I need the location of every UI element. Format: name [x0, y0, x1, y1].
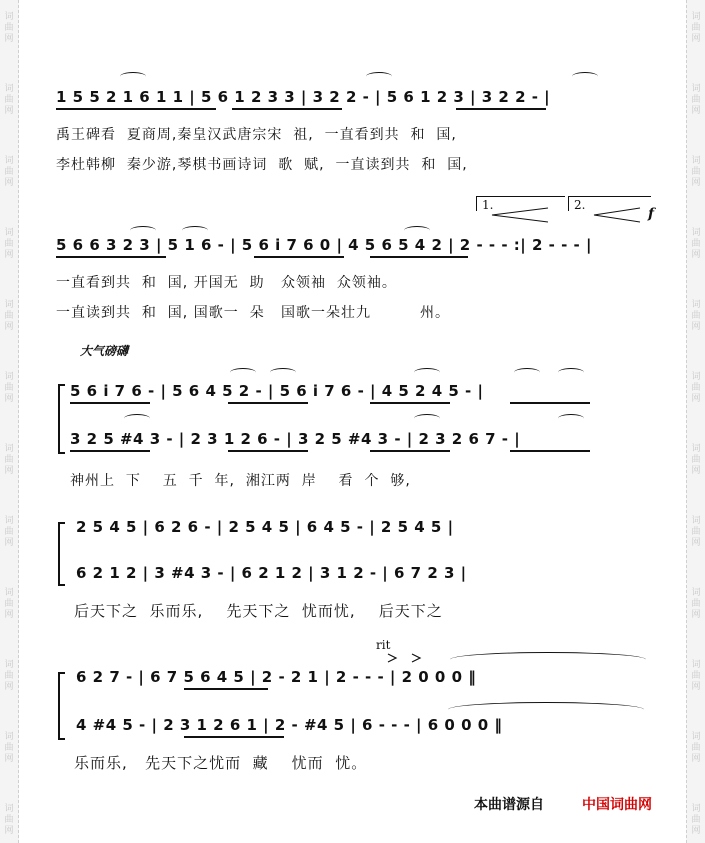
underline	[70, 450, 150, 452]
ritardando-marking: rit	[376, 638, 391, 652]
watermark-text: 词 曲 网	[691, 588, 701, 620]
underline	[184, 688, 268, 690]
underline	[254, 256, 344, 258]
underline	[510, 402, 590, 404]
underline	[232, 108, 342, 110]
underline	[56, 108, 216, 110]
source-label: 本曲谱源自	[474, 797, 544, 813]
volta-1-label: 1.	[482, 198, 494, 212]
underline	[510, 450, 590, 452]
system-5-upper-notes: 6 2 7 - | 6 7 5 6 4 5 | 2 - 2 1 | 2 - - - | 2 0 0 0 ‖	[76, 668, 477, 686]
dynamic-forte: f	[648, 206, 655, 222]
watermark-text: 词 曲 网	[691, 804, 701, 836]
staff-brace	[58, 384, 65, 454]
staff-brace	[58, 672, 65, 740]
slur	[124, 414, 150, 423]
slur	[366, 72, 392, 81]
slur	[120, 72, 146, 81]
underline	[370, 402, 450, 404]
watermark-text: 词 曲 网	[691, 660, 701, 692]
underline	[228, 402, 308, 404]
system-3-lyric: 神州上 下 五 千 年, 湘江两 岸 看 个 够,	[70, 473, 411, 489]
watermark-text: 词 曲 网	[691, 12, 701, 44]
watermark-text: 词 曲 网	[4, 732, 14, 764]
watermark-text: 词 曲 网	[691, 444, 701, 476]
accent-marks	[386, 652, 426, 664]
system-2-notes: 5 6 6 3 2 3 | 5 1 6 - | 5 6 i 7 6 0 | 4 5 6 5 4 2 | 2 - - - :| 2 - - - |	[56, 236, 592, 254]
underline	[370, 256, 468, 258]
system-5-lower-notes: 4 #4 5 - | 2 3 1 2 6 1 | 2 - #4 5 | 6 - - - | 6 0 0 0 ‖	[76, 716, 503, 734]
watermark-text: 词 曲 网	[4, 804, 14, 836]
slur	[414, 368, 440, 377]
watermark-text: 词 曲 网	[691, 372, 701, 404]
watermark-text: 词 曲 网	[4, 588, 14, 620]
watermark-text: 词 曲 网	[4, 228, 14, 260]
crescendo-hairpin	[592, 206, 642, 224]
slur	[572, 72, 598, 81]
system-4-lyric: 后天下之 乐而乐, 先天下之 忧而忧, 后天下之	[74, 602, 443, 620]
system-4-upper-notes: 2 5 4 5 | 6 2 6 - | 2 5 4 5 | 6 4 5 - | 2 5 4 5 |	[76, 518, 454, 536]
underline	[70, 402, 150, 404]
system-1-notes: 1 5 5 2 1 6 1 1 | 5 6 1 2 3 3 | 3 2 2 - | 5 6 1 2 3 | 3 2 2 - |	[56, 88, 551, 106]
watermark-text: 词 曲 网	[691, 516, 701, 548]
system-4-lower-notes: 6 2 1 2 | 3 #4 3 - | 6 2 1 2 | 3 1 2 - | 6 7 2 3 |	[76, 564, 467, 582]
watermark-text: 词 曲 网	[691, 300, 701, 332]
underline	[56, 256, 166, 258]
slur	[230, 368, 256, 377]
right-watermark-strip	[686, 0, 705, 843]
watermark-text: 词 曲 网	[4, 12, 14, 44]
volta-2-label: 2.	[574, 198, 586, 212]
slur	[130, 226, 156, 235]
system-3-lower-notes: 3 2 5 #4 3 - | 2 3 1 2 6 - | 3 2 5 #4 3 - | 2 3 2 6 7 - |	[70, 430, 521, 448]
slur	[514, 368, 540, 377]
underline	[184, 736, 284, 738]
watermark-text: 词 曲 网	[691, 84, 701, 116]
slur	[404, 226, 430, 235]
system-2-lyric-verse-2: 一直读到共 和 国, 国歌一 朵 国歌一朵壮九 州。	[56, 305, 451, 321]
crescendo-hairpin	[490, 206, 550, 224]
watermark-text: 词 曲 网	[691, 228, 701, 260]
underline	[370, 450, 450, 452]
left-watermark-strip	[0, 0, 19, 843]
slur	[270, 368, 296, 377]
slur	[450, 652, 646, 667]
tempo-marking: 大气磅礴	[80, 344, 129, 358]
system-5-lyric: 乐而乐, 先天下之忧而 藏 忧而 忧。	[74, 754, 368, 772]
watermark-text: 词 曲 网	[4, 84, 14, 116]
system-1-lyric-verse-1: 禹王碑看 夏商周,秦皇汉武唐宗宋 祖, 一直看到共 和 国,	[56, 127, 457, 143]
site-name-link[interactable]: 中国词曲网	[582, 797, 652, 813]
system-1-lyric-verse-2: 李杜韩柳 秦少游,琴棋书画诗词 歌 赋, 一直读到共 和 国,	[56, 157, 468, 173]
slur	[558, 368, 584, 377]
watermark-text: 词 曲 网	[4, 444, 14, 476]
watermark-text: 词 曲 网	[4, 372, 14, 404]
underline	[456, 108, 546, 110]
staff-brace	[58, 522, 65, 586]
system-3-upper-notes: 5 6 i 7 6 - | 5 6 4 5 2 - | 5 6 i 7 6 - | 4 5 2 4 5 - |	[70, 382, 484, 400]
watermark-text: 词 曲 网	[4, 156, 14, 188]
slur	[558, 414, 584, 423]
watermark-text: 词 曲 网	[4, 660, 14, 692]
slur	[414, 414, 440, 423]
watermark-text: 词 曲 网	[4, 300, 14, 332]
slur	[448, 702, 644, 717]
watermark-text: 词 曲 网	[691, 156, 701, 188]
watermark-text: 词 曲 网	[691, 732, 701, 764]
system-2-lyric-verse-1: 一直看到共 和 国, 开国无 助 众领袖 众领袖。	[56, 275, 397, 291]
underline	[228, 450, 308, 452]
watermark-text: 词 曲 网	[4, 516, 14, 548]
slur	[182, 226, 208, 235]
